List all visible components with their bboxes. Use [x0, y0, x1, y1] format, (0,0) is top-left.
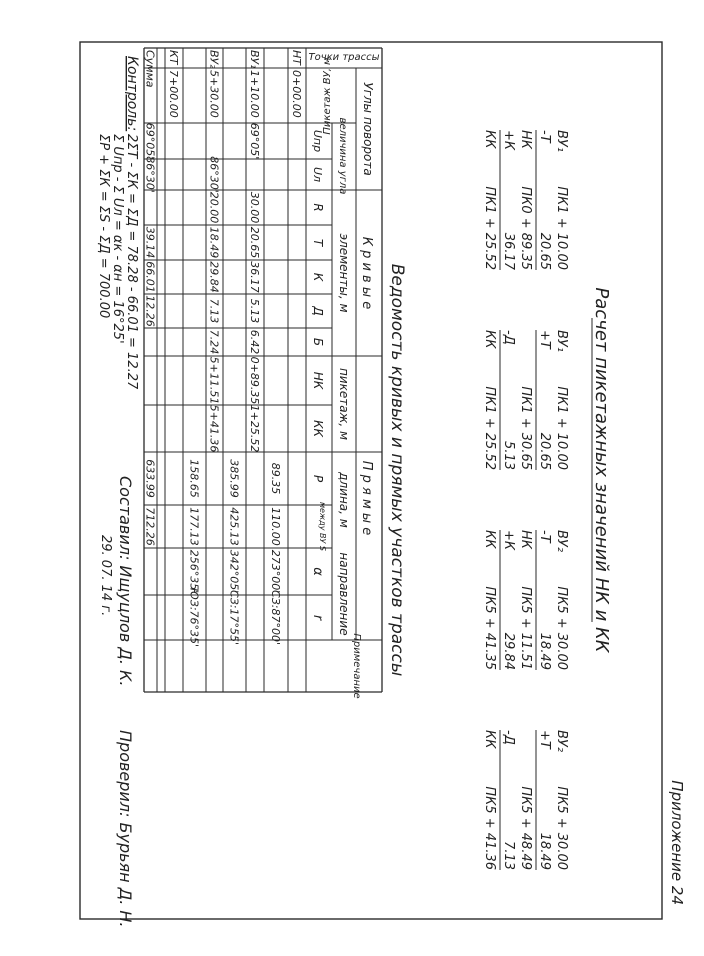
cell-alpha: 342°05' — [227, 549, 241, 594]
calc-line-value: ПК0 + 89.35 — [518, 186, 533, 270]
calc-line-value: 20.65 — [537, 232, 552, 270]
header-p: Р — [311, 474, 325, 483]
calc-line-value: ПК1 + 25.52 — [482, 386, 497, 470]
calc-line-label: КК — [482, 130, 497, 149]
cell-p: 158.65 — [187, 459, 201, 498]
calc-line-value: ПК5 + 11.51 — [518, 586, 533, 670]
calc-line-label: НК — [518, 530, 533, 550]
calc-line-label: НК — [518, 130, 533, 150]
cell-p: 633.99 — [143, 459, 157, 498]
calc-line-value: 5.13 — [501, 441, 516, 470]
calc-block — [482, 330, 569, 470]
cell-nk: 5+11.51 — [207, 356, 221, 405]
cell-t: 20.65 — [248, 226, 261, 259]
header-between: между ВУ S — [318, 502, 327, 551]
calc-line-value: ПК5 + 30.00 — [554, 786, 569, 870]
calc-line-value: 20.65 — [537, 432, 552, 470]
calc-line-value: 18.49 — [537, 632, 552, 670]
cell-t: 39.14 — [143, 226, 157, 259]
cell-r: 20.00 — [207, 191, 221, 224]
cell-picket: 0+00.00 — [290, 70, 303, 118]
calc-line-value: ПК5 + 41.36 — [482, 786, 497, 870]
cell-u_l: 86°30' — [207, 156, 221, 193]
calc-line-label: КК — [482, 530, 497, 549]
calc-line-label: ВУ₂ — [554, 730, 569, 753]
calc-line-label: +Т — [537, 330, 552, 349]
control-formula-3: ΣР + ΣК = ΣS - ΣД = 700.00 — [96, 134, 111, 319]
cell-r: 30.00 — [248, 191, 261, 224]
header-k: К — [311, 272, 325, 282]
header-u-l: Uл — [311, 166, 324, 183]
calc-line-label: +К — [501, 130, 516, 151]
calc-line-value: 18.49 — [537, 832, 552, 870]
cell-alpha: 256°35' — [187, 549, 201, 594]
header-curves: К р и в ы е — [359, 236, 374, 310]
calc-line-label: -Д — [501, 330, 516, 345]
calc-line-value: 36.17 — [501, 232, 516, 270]
header-length: длина, м — [337, 472, 351, 528]
cell-picket: 1+10.00 — [248, 70, 261, 118]
header-note: Примечание — [351, 633, 362, 699]
cell-s: 712.26 — [143, 507, 157, 546]
cell-alpha: 273°00' — [269, 549, 282, 594]
calculation-title: Расчет пикетажных значений НК и КК — [591, 287, 612, 653]
header-picket: Пикетаж ВУ, м — [322, 57, 333, 135]
point-header-rotated — [308, 52, 379, 63]
checked-by: Проверил: Бурьян Д. Н. — [116, 730, 135, 928]
calc-line-label: -Д — [501, 730, 516, 745]
header-nk: НК — [311, 371, 325, 390]
picket-calculations — [482, 130, 569, 870]
calc-line-value: ПК5 + 41.35 — [482, 586, 497, 670]
compiled-by: Составил: Ищуцлов Д. К. — [116, 476, 135, 687]
calc-line-value: 29.84 — [501, 632, 516, 670]
cell-u_pr: 69°05' — [143, 122, 157, 160]
cell-u_pr: 69°05' — [248, 122, 261, 160]
cell-p: 89.35 — [269, 462, 282, 495]
appendix-label: Приложение 24 — [668, 780, 686, 905]
cell-point: ВУ₁ — [248, 50, 261, 69]
calc-line-label: КК — [482, 330, 497, 349]
header-b: Б — [311, 337, 325, 347]
table-title: Ведомость кривых и прямых участков трассы — [387, 263, 407, 677]
calc-line-value: ПК5 + 48.49 — [518, 786, 533, 870]
cell-k: 36.17 — [248, 261, 261, 293]
header-straights: П р я м ы е — [359, 460, 374, 536]
control-label: Контроль: — [124, 56, 140, 132]
header-u-pr: Uпр — [311, 129, 324, 153]
header-d: Д — [311, 306, 325, 316]
calc-line-value: ПК1 + 25.52 — [482, 186, 497, 270]
cell-t: 18.49 — [207, 226, 221, 259]
cell-point: ВУ₂ — [207, 50, 221, 69]
calc-block — [482, 130, 569, 271]
calc-line-value: ПК1 + 10.00 — [554, 186, 569, 270]
cell-b: 7.24 — [207, 329, 221, 355]
header-kk: КК — [311, 419, 325, 438]
cell-picket: 7+00.00 — [167, 70, 180, 118]
header-r: R — [311, 203, 325, 212]
calc-line-label: +К — [501, 530, 516, 551]
calc-line-label: -Т — [537, 530, 552, 543]
calc-line-label: ВУ₂ — [554, 530, 569, 553]
cell-picket: 5+30.00 — [207, 70, 221, 118]
route-table — [144, 48, 383, 699]
cell-p: 385.99 — [227, 459, 241, 498]
cell-kk: 5+41.36 — [207, 404, 221, 453]
cell-kk: 1+25.52 — [248, 404, 261, 453]
header-turn-angles: Углы поворота — [361, 82, 375, 176]
calc-line-value: ПК1 + 10.00 — [554, 386, 569, 470]
calc-line-value: ПК5 + 30.00 — [554, 586, 569, 670]
cell-k: 29.84 — [207, 261, 221, 293]
cell-nk: 0+89.35 — [248, 356, 261, 405]
cell-point: НТ — [290, 50, 303, 65]
cell-r: СЗ:87°00' — [269, 590, 282, 645]
header-point: Точки трассы — [308, 52, 380, 63]
compiled-date: 29. 07. 14 г. — [98, 535, 113, 617]
header-t: Т — [311, 238, 325, 247]
calc-line-label: -Т — [537, 130, 552, 143]
cell-s: 110.00 — [269, 507, 282, 546]
cell-d: 7.13 — [207, 298, 221, 324]
calc-block — [482, 530, 569, 670]
calc-block — [482, 730, 569, 870]
control-section — [96, 56, 140, 928]
cell-s: 177.13 — [187, 507, 201, 546]
control-formula-1: 2ΣТ - ΣК = ΣД = 78.28 - 66.01 = 12.27 — [124, 134, 139, 390]
cell-d: 5.13 — [248, 298, 261, 324]
calc-line-value: 7.13 — [501, 841, 516, 870]
cell-point: КТ — [167, 50, 180, 65]
header-r: r — [310, 614, 325, 621]
cell-r: ЮЗ:76°35' — [187, 587, 201, 648]
header-pikettazh: пикетаж, м — [337, 367, 351, 441]
calc-line-label: КК — [482, 730, 497, 749]
cell-u_l: 86°30' — [143, 156, 157, 193]
header-angle-value: величина угла — [337, 117, 348, 195]
calc-line-label: +Т — [537, 730, 552, 749]
control-formula-2: Σ Uпр - Σ Uл = αк - αн = 16°25' — [110, 134, 125, 344]
header-elements: элементы, м — [337, 233, 351, 313]
cell-s: 425.13 — [227, 507, 241, 546]
cell-d: 12.26 — [143, 295, 157, 327]
calc-line-label: ВУ₁ — [554, 330, 569, 353]
cell-k: 66.01 — [143, 261, 157, 293]
calc-line-label: ВУ₁ — [554, 130, 569, 153]
cell-r: СЗ:17°55' — [227, 590, 241, 645]
calc-line-value: ПК1 + 30.65 — [518, 386, 533, 470]
cell-b: 6.42 — [248, 329, 261, 355]
header-direction: направление — [337, 552, 351, 636]
cell-point: Сумма — [143, 50, 157, 88]
picket-header-rotated — [322, 57, 333, 135]
header-alpha: α — [310, 567, 325, 576]
